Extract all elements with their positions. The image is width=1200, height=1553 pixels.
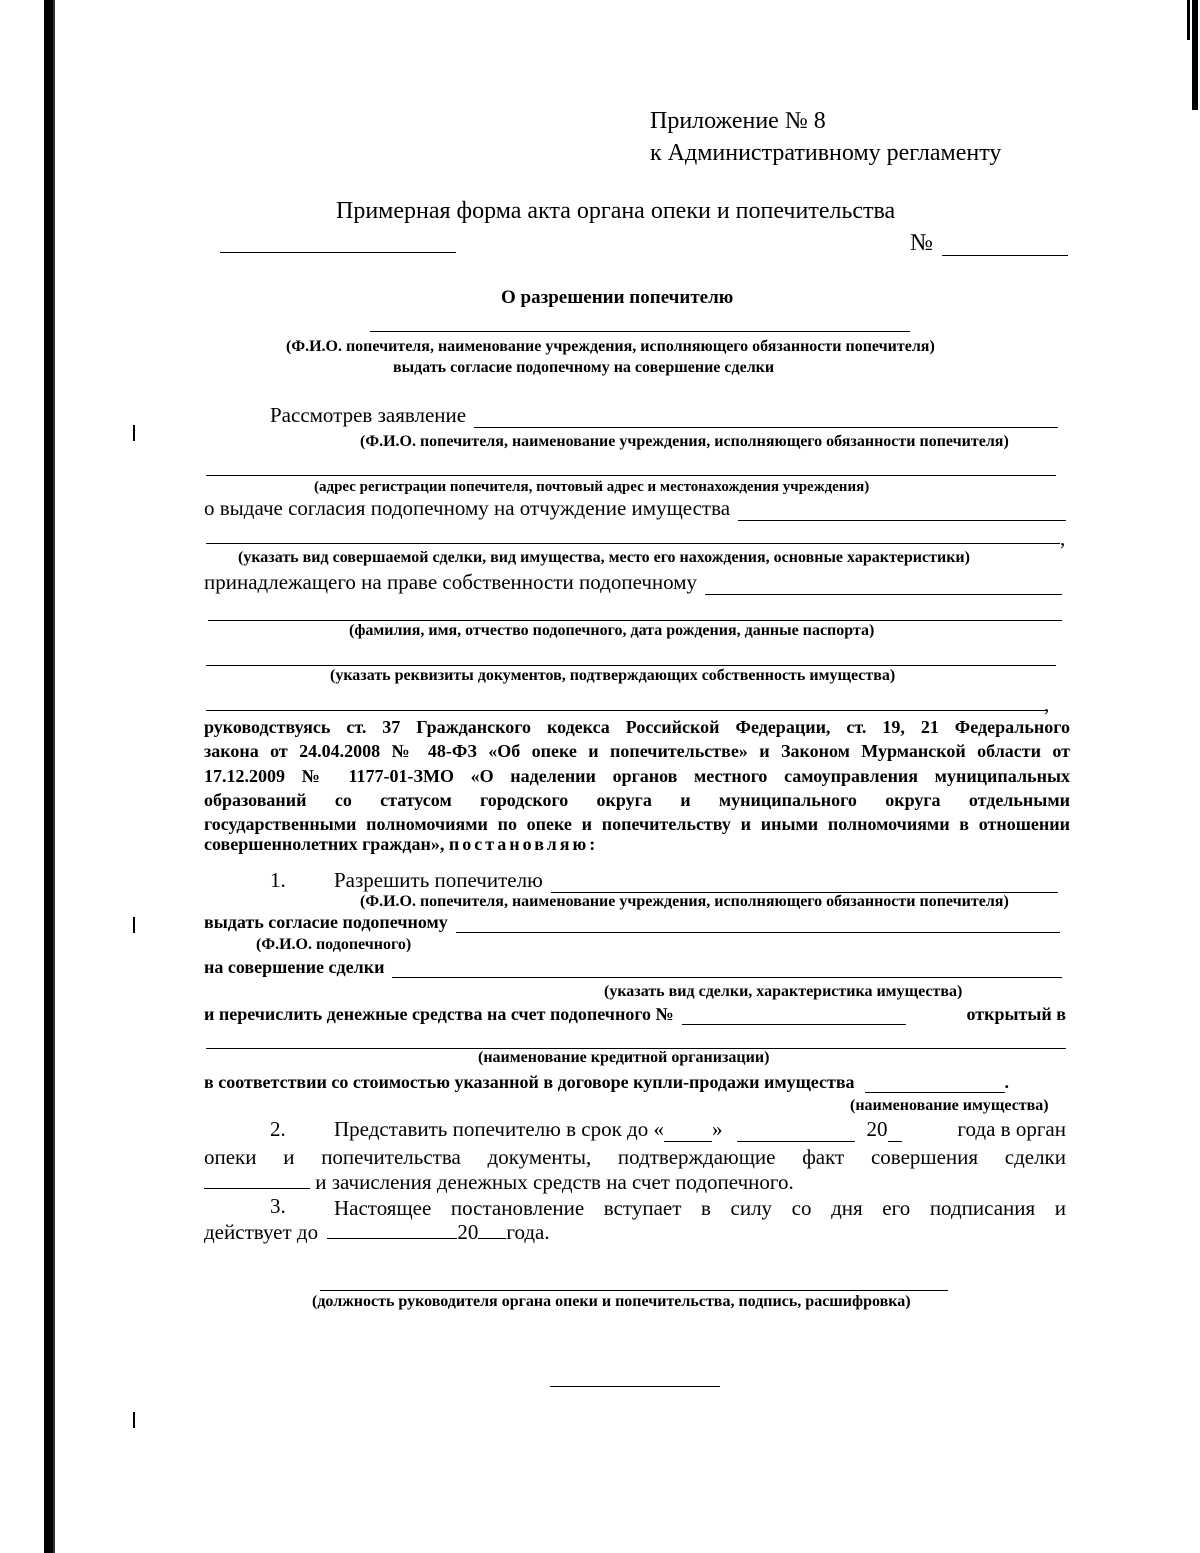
caption-guardian-2: (Ф.И.О. попечителя, наименование учреждения, исполняющего обязанности попечителя) xyxy=(360,433,1009,450)
item-2-text-a: Представить попечителю в срок до « xyxy=(334,1117,664,1141)
allow-text: Разрешить попечителю xyxy=(334,868,543,892)
document-subject: О разрешении попечителю xyxy=(501,287,734,308)
application-blank xyxy=(474,409,1058,428)
number-blank xyxy=(942,255,1068,256)
item-2-month-blank xyxy=(737,1123,855,1142)
considering-row xyxy=(270,403,1058,428)
caption-ward-name: (Ф.И.О. подопечного) xyxy=(256,936,412,953)
item-3-text-b: года. xyxy=(506,1220,550,1244)
ward-data-blank xyxy=(208,620,1062,621)
item-3-number: 3. xyxy=(270,1194,286,1218)
appendix-label: Приложение № 8 xyxy=(650,108,826,134)
comma-2: , xyxy=(1044,692,1050,716)
considering-text: Рассмотрев заявление xyxy=(270,403,467,427)
scan-edge-right-mark xyxy=(1187,0,1190,40)
date-blank xyxy=(220,252,456,253)
caption-deal: (указать вид совершаемой сделки, вид имущества, место его нахождения, основные характеристики) xyxy=(238,549,970,566)
item-3-date-blank xyxy=(327,1220,457,1239)
caption-ward: (фамилия, имя, отчество подопечного, дата рождения, данные паспорта) xyxy=(349,622,875,639)
comma-1: , xyxy=(1060,526,1066,550)
item-2-day-blank xyxy=(664,1123,712,1142)
item-1-transfer-row xyxy=(204,1004,1066,1025)
on-issue-text: о выдаче согласия подопечному на отчуждение имущества xyxy=(204,496,731,520)
item-3-year-prefix: 20 xyxy=(457,1220,479,1244)
item-1-deal-blank xyxy=(392,959,1062,978)
caption-docs: (указать реквизиты документов, подтверждающих собственность имущества) xyxy=(330,667,896,684)
item-2-line-1 xyxy=(334,1117,1066,1142)
legal-basis-last-line xyxy=(204,834,598,855)
punch-mark-1 xyxy=(133,425,135,441)
property-blank xyxy=(738,502,1066,521)
legal-basis-line-3: 17.12.2009 № 1177-01-ЗМО «О наделении органов местного самоуправления муниципальных xyxy=(204,766,1070,786)
item-1-guardian-blank xyxy=(551,874,1058,893)
documents-blank xyxy=(206,665,1056,666)
item-2-number: 2. xyxy=(270,1117,286,1141)
according-text: в соответствии со стоимостью указанной в договоре купли-продажи имущества xyxy=(204,1072,855,1092)
decree-word: постановляю: xyxy=(448,834,599,854)
issue-consent-text: выдать согласие подопечному на совершение сделки xyxy=(393,359,775,376)
guardian-address-blank xyxy=(206,475,1056,476)
item-2-year-prefix: 20 xyxy=(866,1117,888,1141)
caption-guardian: (Ф.И.О. попечителя, наименование учреждения, исполняющего обязанности попечителя) xyxy=(286,338,935,355)
item-3-year-blank xyxy=(478,1220,506,1239)
closing-rule xyxy=(550,1386,720,1387)
according-row xyxy=(204,1072,1068,1093)
belonging-text: принадлежащего на праве собственности подопечному xyxy=(204,570,698,594)
caption-property: (наименование имущества) xyxy=(850,1097,1049,1114)
account-number-blank xyxy=(682,1006,906,1025)
punch-mark-2 xyxy=(133,917,135,933)
legal-basis-line-2: закона от 24.04.2008 № 48-ФЗ «Об опеке и попечительстве» и Законом Мурманской области от xyxy=(204,741,1070,761)
legal-basis-line-5: государственными полномочиями по опеке и попечительству и иными полномочиями в отношении xyxy=(204,814,1070,834)
item-2-line-3-text: и зачисления денежных средств на счет подопечного. xyxy=(315,1170,794,1194)
caption-bank: (наименование кредитной организации) xyxy=(478,1049,770,1066)
item-1-consent-text: выдать согласие подопечному xyxy=(204,912,448,932)
item-2-line-3 xyxy=(204,1170,794,1195)
signature-line xyxy=(320,1290,948,1291)
signature-caption: (должность руководителя органа опеки и попечительства, подпись, расшифровка) xyxy=(312,1293,911,1310)
scan-edge-right xyxy=(1192,0,1198,110)
item-1-row xyxy=(334,868,1058,893)
ward-blank xyxy=(705,576,1062,595)
scan-edge-left xyxy=(44,0,53,1553)
item-1-caption-deal: (указать вид сделки, характеристика имущества) xyxy=(604,983,963,1000)
on-deal-text: на совершение сделки xyxy=(204,957,385,977)
item-2-deal-date-blank xyxy=(204,1170,310,1189)
item-2-line-2: опеки и попечительства документы, подтверждающие факт совершения сделки xyxy=(204,1145,1066,1169)
item-2-year-blank xyxy=(888,1123,902,1142)
caption-address: (адрес регистрации попечителя, почтовый адрес и местонахождения учреждения) xyxy=(314,479,870,495)
scan-edge-left-shadow xyxy=(53,0,55,1553)
item-1-deal-row xyxy=(204,957,1062,978)
item-2-text-b: » xyxy=(712,1117,723,1141)
item-3-line-1: Настоящее постановление вступает в силу со дня его подписания и xyxy=(334,1196,1066,1220)
item-1-ward-blank xyxy=(456,914,1060,933)
legal-basis-line-4: образований со статусом городского округа и муниципального округа отдельными xyxy=(204,790,1070,810)
item-1-consent-row xyxy=(204,912,1060,933)
transfer-text: и перечислить денежные средства на счет подопечного № xyxy=(204,1004,674,1024)
item-1-caption-guardian: (Ф.И.О. попечителя, наименование учреждения, исполняющего обязанности попечителя) xyxy=(360,893,1009,910)
form-title: Примерная форма акта органа опеки и попечительства xyxy=(336,198,896,224)
opened-in-text: открытый в xyxy=(966,1004,1066,1024)
on-issue-row xyxy=(204,496,1066,521)
number-sign: № xyxy=(910,230,933,256)
guardian-blank xyxy=(370,331,910,332)
item-2-text-c: года в орган xyxy=(957,1117,1066,1141)
regulation-label: к Административному регламенту xyxy=(650,140,1002,166)
punch-mark-3 xyxy=(133,1412,135,1428)
legal-basis-last-text: совершеннолетних граждан», xyxy=(204,834,445,854)
item-3-line-2 xyxy=(204,1220,550,1245)
deal-blank xyxy=(206,543,1060,544)
item-1-number: 1. xyxy=(270,868,286,892)
documents-blank-2 xyxy=(206,710,1048,711)
property-name-blank xyxy=(865,1074,1005,1093)
legal-basis-line-1: руководствуясь ст. 37 Гражданского кодекса Российской Федерации, ст. 19, 21 Федерального xyxy=(204,717,1070,737)
item-3-text-a: действует до xyxy=(204,1220,319,1244)
according-period: . xyxy=(1004,1072,1010,1092)
belonging-row xyxy=(204,570,1062,595)
